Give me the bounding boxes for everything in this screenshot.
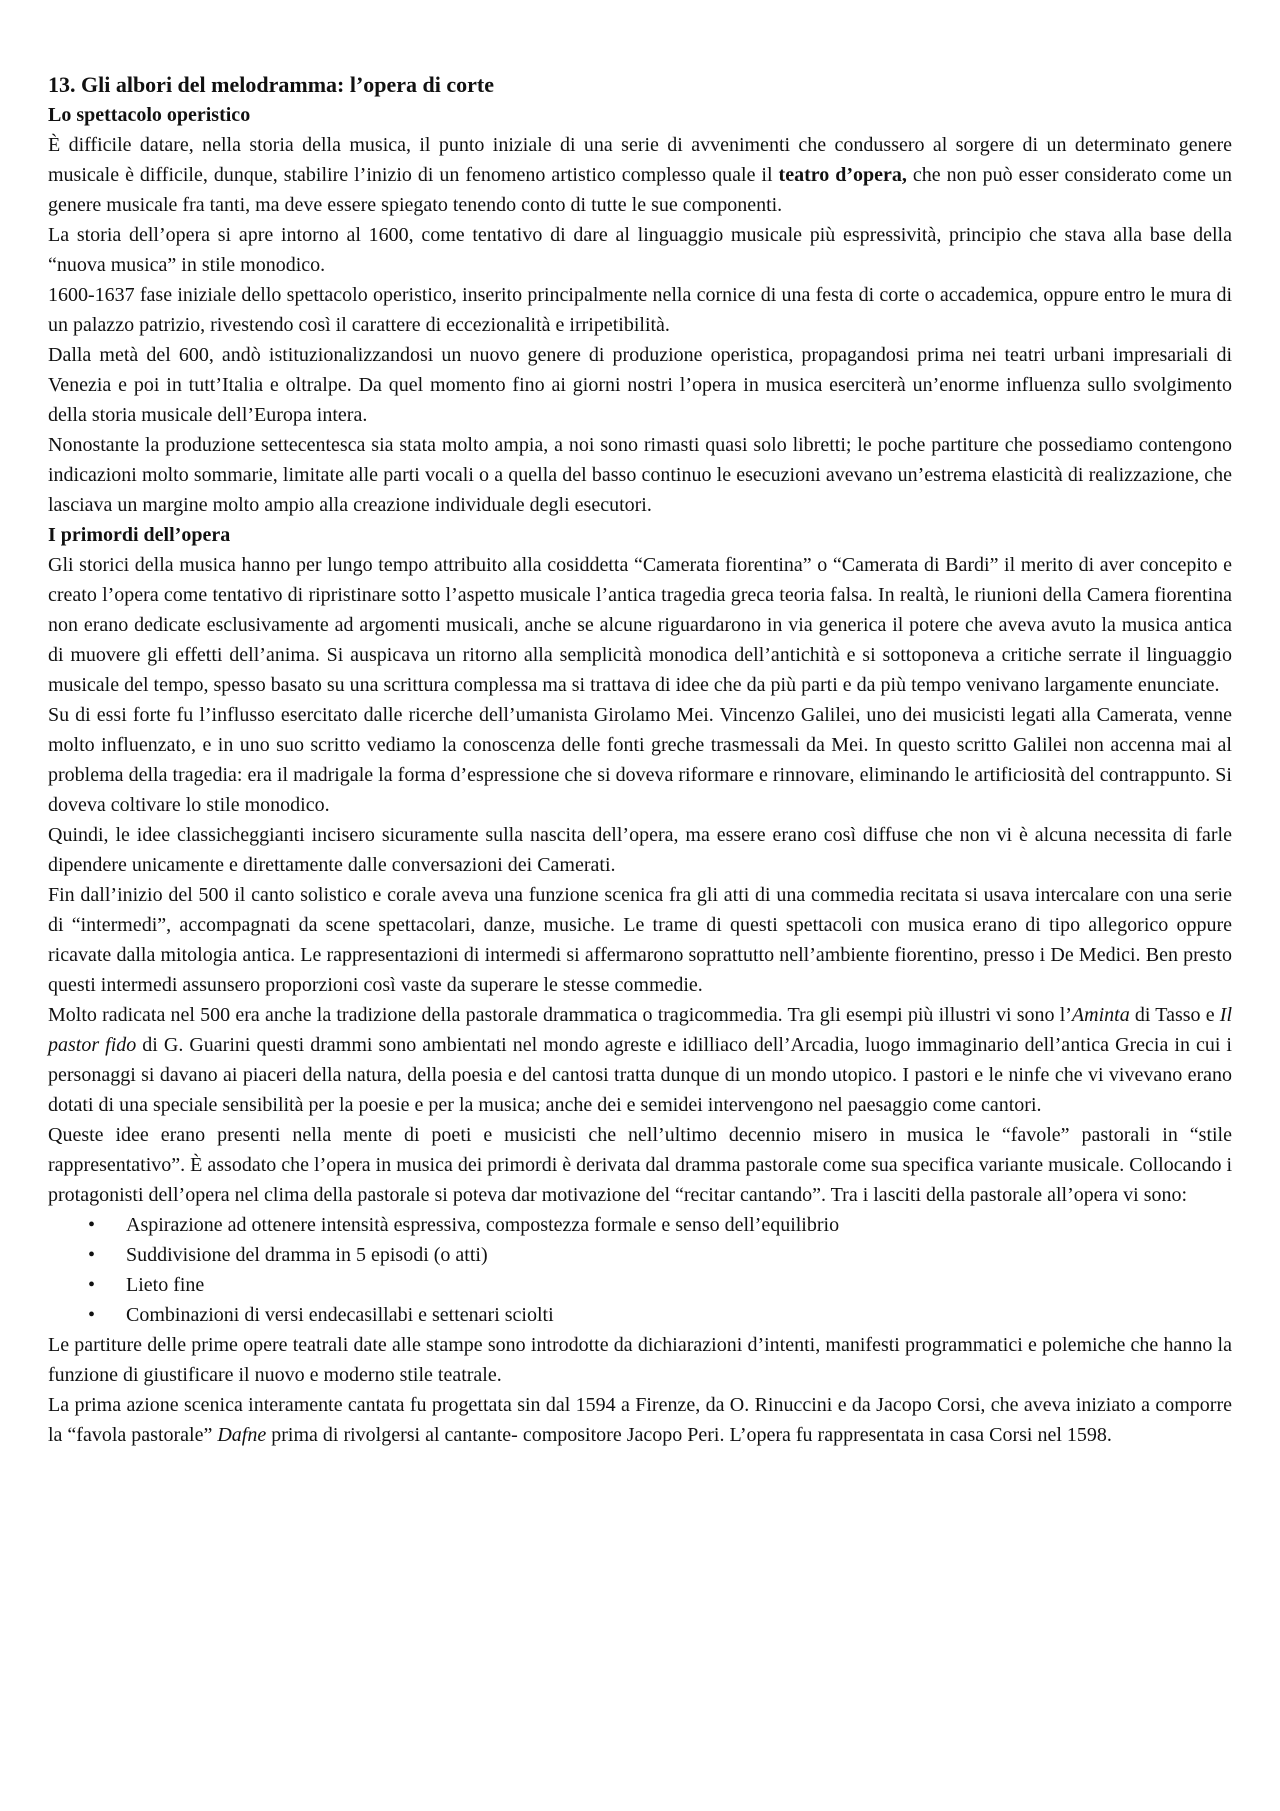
list-item-text: Suddivisione del dramma in 5 episodi (o atti) <box>126 1244 488 1266</box>
list-item-text: Aspirazione ad ottenere intensità espressiva, compostezza formale e senso dell’equilibrio <box>126 1214 840 1236</box>
paragraph: Dalla metà del 600, andò istituzionalizzandosi un nuovo genere di produzione operistica, propagandosi prima nei teatri urbani impresariali di Venezia e poi in tutt’Italia e oltralpe. Da quel momento fino ai giorni nostri l’opera in musica eserciterà un’enorme influenza sullo svolgimento della storia musicale dell’Europa intera. <box>48 344 1232 426</box>
paragraph: Queste idee erano presenti nella mente di poeti e musicisti che nell’ultimo decennio misero in musica le “favole” pastorali in “stile rappresentativo”. È assodato che l’opera in musica dei primordi è derivata dal dramma pastorale come sua specifica variante musicale. Collocando i protagonisti dell’opera nel clima della pastorale si poteva dar motivazione del “recitar cantando”. Tra i lasciti della pastorale all’opera vi sono: <box>48 1124 1232 1206</box>
paragraph: Quindi, le idee classicheggianti incisero sicuramente sulla nascita dell’opera, ma essere erano così diffuse che non vi è alcuna necessita di farle dipendere unicamente e direttamente dalle conversazioni dei Camerati. <box>48 824 1232 876</box>
text-span: Molto radicata nel 500 era anche la tradizione della pastorale drammatica o tragicommedia. Tra gli esempi più illustri vi sono l’ <box>48 1004 1072 1026</box>
section-heading-spettacolo: Lo spettacolo operistico <box>48 104 251 126</box>
text-span: di Tasso e <box>1129 1004 1220 1026</box>
bullet-icon: • <box>88 1304 96 1326</box>
list-item <box>88 1210 1232 1240</box>
text-span: che non può esser considerato come un genere musicale fra tanti, ma deve essere spiegato tenendo conto di tutte le sue componenti. <box>48 164 1233 216</box>
paragraph: Gli storici della musica hanno per lungo tempo attribuito alla cosiddetta “Camerata fiorentina” o “Camerata di Bardi” il merito di aver concepito e creato l’opera come tentativo di ripristinare sotto l’aspetto musicale l’antica tragedia greca teoria falsa. In realtà, le riunioni della Camera fiorentina non erano dedicate esclusivamente ad argomenti musicali, anche se alcune riguardarono in via generica il potere che aveva avuto la musica antica di muovere gli effetti dell’anima. Si auspicava un ritorno alla semplicità monodica dell’antichità e si sottoponeva a critiche serrate il linguaggio musicale del tempo, spesso basato su una scrittura complessa ma si trattava di idee che da più parti e da più tempo venivano largamente enunciate. <box>48 554 1232 696</box>
paragraph <box>48 130 1232 220</box>
paragraph <box>48 1000 1232 1120</box>
bullet-icon: • <box>88 1214 96 1236</box>
italic-title: Aminta <box>1071 1004 1130 1026</box>
paragraph <box>48 1390 1232 1450</box>
list-item <box>88 1270 1232 1300</box>
paragraph: La storia dell’opera si apre intorno al 1600, come tentativo di dare al linguaggio musicale più espressività, principio che stava alla base della “nuova musica” in stile monodico. <box>48 224 1232 276</box>
section-heading-primordi: I primordi dell’opera <box>48 524 231 546</box>
paragraph: Fin dall’inizio del 500 il canto solistico e corale aveva una funzione scenica fra gli atti di una commedia recitata si usava intercalare con una serie di “intermedi”, accompagnati da scene spettacolari, danze, musiche. Le trame di questi spettacoli con musica erano di tipo allegorico oppure ricavate dalla mitologia antica. Le rappresentazioni di intermedi si affermarono soprattutto nell’ambiente fiorentino, presso i De Medici. Ben presto questi intermedi assunsero proporzioni così vaste da superare le stesse commedie. <box>48 884 1232 996</box>
text-span: prima di rivolgersi al cantante- compositore Jacopo Peri. L’opera fu rappresentata in casa Corsi nel 1598. <box>266 1424 1112 1446</box>
paragraph: 1600-1637 fase iniziale dello spettacolo operistico, inserito principalmente nella cornice di una festa di corte o accademica, oppure entro le mura di un palazzo patrizio, rivestendo così il carattere di eccezionalità e irripetibilità. <box>48 284 1232 336</box>
chapter-title: 13. Gli albori del melodramma: l’opera di corte <box>48 72 495 97</box>
bullet-icon: • <box>88 1274 96 1296</box>
text-span: di G. Guarini questi drammi sono ambientati nel mondo agreste e idilliaco dell’Arcadia, luogo immaginario dell’antica Grecia in cui i personaggi si davano ai piaceri della natura, della poesia e del cantosi tratta dunque di un mondo utopico. I pastori e le ninfe che vi vivevano erano dotati di una speciale sensibilità per la poesie e per la musica; anche dei e semidei intervengono nel paesaggio come cantori. <box>48 1034 1232 1116</box>
italic-title: Il pastor fido <box>48 1004 1232 1056</box>
text-span: È difficile datare, nella storia della musica, il punto iniziale di una serie di avvenimenti che condussero al sorgere di un determinato genere musicale è difficile, dunque, stabilire l’inizio di un fenomeno artistico complesso quale il <box>48 134 1232 186</box>
bullet-list <box>48 1210 1232 1330</box>
list-item-text: Combinazioni di versi endecasillabi e settenari sciolti <box>126 1304 554 1326</box>
text-span: La prima azione scenica interamente cantata fu progettata sin dal 1594 a Firenze, da O. Rinuccini e da Jacopo Corsi, che aveva iniziato a comporre la “favola pastorale” <box>48 1394 1232 1446</box>
list-item-text: Lieto fine <box>126 1274 205 1296</box>
list-item <box>88 1240 1232 1270</box>
bullet-icon: • <box>88 1244 96 1266</box>
paragraph: Le partiture delle prime opere teatrali date alle stampe sono introdotte da dichiarazioni d’intenti, manifesti programmatici e polemiche che hanno la funzione di giustificare il nuovo e moderno stile teatrale. <box>48 1334 1232 1386</box>
bold-term: teatro d’opera, <box>778 164 907 186</box>
list-item <box>88 1300 1232 1330</box>
italic-title: Dafne <box>217 1424 267 1446</box>
paragraph: Su di essi forte fu l’influsso esercitato dalle ricerche dell’umanista Girolamo Mei. Vincenzo Galilei, uno dei musicisti legati alla Camerata, venne molto influenzato, e in uno suo scritto vediamo la conoscenza delle fonti greche trasmessali da Mei. In questo scritto Galilei non accenna mai al problema della tragedia: era il madrigale la forma d’espressione che si doveva riformare e rinnovare, eliminando le artificiosità del contrappunto. Si doveva coltivare lo stile monodico. <box>48 704 1232 816</box>
paragraph: Nonostante la produzione settecentesca sia stata molto ampia, a noi sono rimasti quasi solo libretti; le poche partiture che possediamo contengono indicazioni molto sommarie, limitate alle parti vocali o a quella del basso continuo le esecuzioni avevano un’estrema elasticità di realizzazione, che lasciava un margine molto ampio alla creazione individuale degli esecutori. <box>48 434 1232 516</box>
